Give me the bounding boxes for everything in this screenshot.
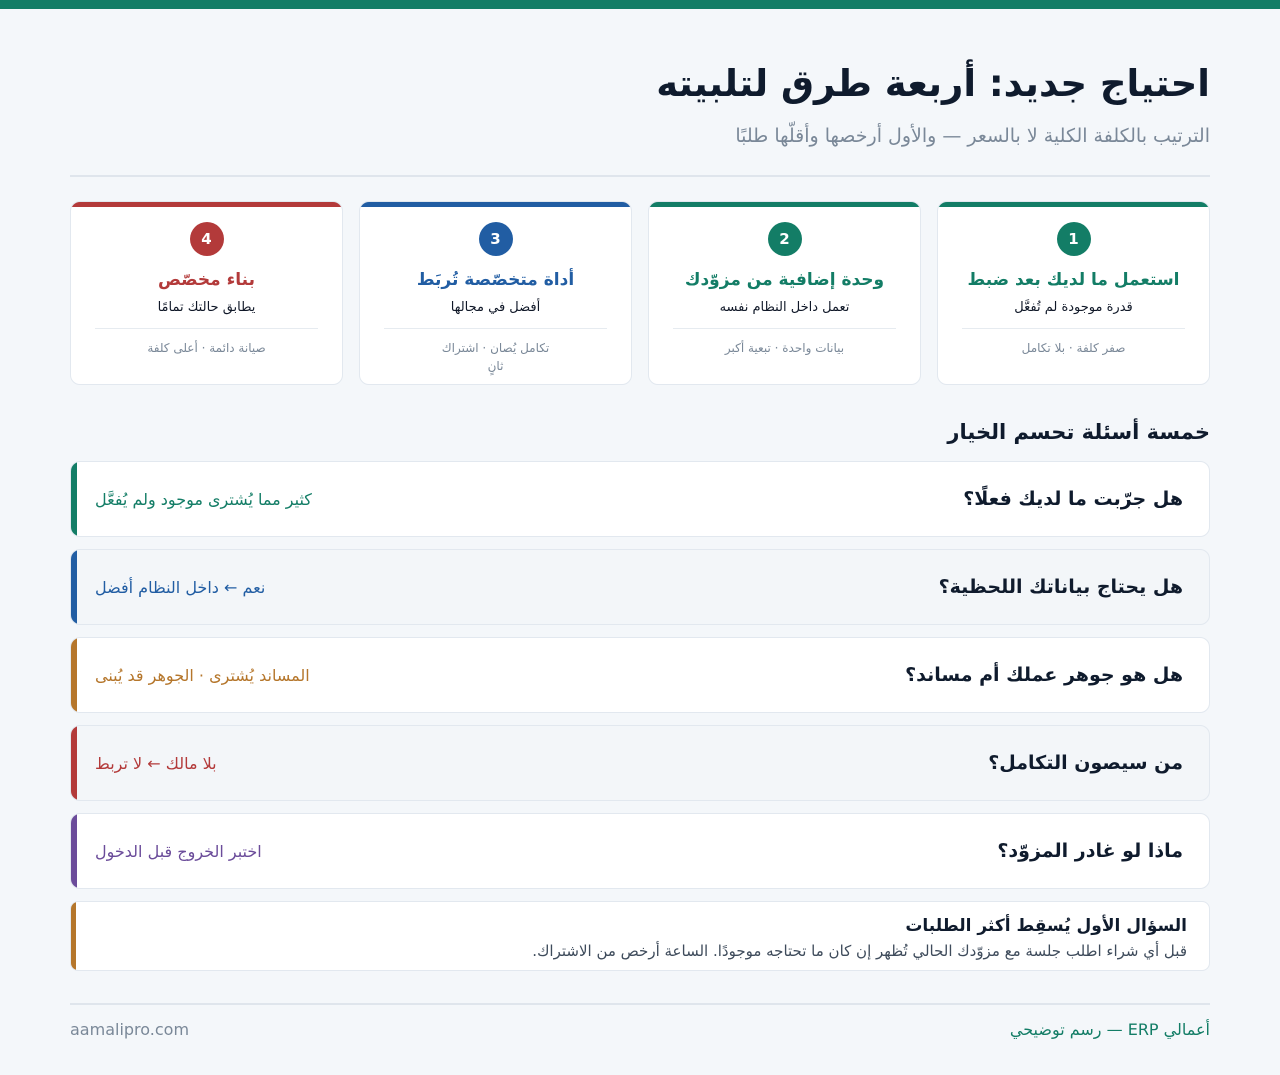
option-tradeoff-note: صفر كلفة · بلا تكامل <box>1021 341 1126 355</box>
header-divider <box>70 175 1210 177</box>
card-accent-bar <box>649 202 920 207</box>
question-row <box>70 725 1210 801</box>
footer-brand: أعمالي ERP — رسم توضيحي <box>1009 1020 1210 1039</box>
question-row <box>70 461 1210 537</box>
question-accent-bar <box>71 814 77 888</box>
question-text: هل جرّبت ما لديك فعلًا؟ <box>963 488 1183 510</box>
option-description: أفضل في مجالها <box>450 300 541 315</box>
card-divider <box>95 328 318 329</box>
option-card <box>70 201 343 385</box>
footer <box>70 1019 1210 1041</box>
card-accent-bar <box>360 202 631 207</box>
question-accent-bar <box>71 462 77 536</box>
question-accent-bar <box>71 638 77 712</box>
footer-site-link[interactable]: aamalipro.com <box>70 1020 190 1039</box>
card-accent-bar <box>71 202 342 207</box>
top-accent-bar <box>0 0 1280 9</box>
option-card <box>937 201 1210 385</box>
page-subtitle: الترتيب بالكلفة الكلية لا بالسعر — والأول أرخصها وأقلّها طلبًا <box>735 125 1210 147</box>
questions-list <box>70 461 1210 889</box>
option-title: أداة متخصّصة تُربَط <box>416 270 575 290</box>
option-tradeoff-note: بيانات واحدة · تبعية أكبر <box>724 341 845 355</box>
option-title: وحدة إضافية من مزوّدك <box>684 270 885 290</box>
callout-body: قبل أي شراء اطلب جلسة مع مزوّدك الحالي تُظهر إن كان ما تحتاجه موجودًا. الساعة أرخص من الاشتراك. <box>532 942 1187 960</box>
question-answer: اختبر الخروج قبل الدخول <box>95 841 262 861</box>
option-description: يطابق حالتك تمامًا <box>157 300 256 315</box>
question-text: ماذا لو غادر المزوّد؟ <box>997 840 1183 862</box>
option-card <box>648 201 921 385</box>
card-accent-bar <box>938 202 1209 207</box>
page-content <box>70 9 1210 1041</box>
question-row <box>70 549 1210 625</box>
question-row <box>70 813 1210 889</box>
option-tradeoff-note: صيانة دائمة · أعلى كلفة <box>147 341 266 355</box>
option-tradeoff-note: تكامل يُصان · اشتراك ثانٍ <box>441 341 550 373</box>
question-accent-bar <box>71 550 77 624</box>
option-description: قدرة موجودة لم تُفعَّل <box>1014 300 1133 315</box>
option-number-badge: 4 <box>190 222 224 256</box>
options-row <box>70 201 1210 385</box>
option-title: بناء مخصّص <box>157 270 256 290</box>
option-number-badge: 3 <box>479 222 513 256</box>
option-title: استعمل ما لديك بعد ضبط <box>967 270 1180 290</box>
option-number-badge: 2 <box>768 222 802 256</box>
footer-divider <box>70 1003 1210 1005</box>
question-accent-bar <box>71 726 77 800</box>
card-divider <box>673 328 896 329</box>
card-divider <box>962 328 1185 329</box>
question-answer: نعم ← داخل النظام أفضل <box>95 577 266 597</box>
question-row <box>70 637 1210 713</box>
option-card <box>359 201 632 385</box>
callout-accent-bar <box>71 902 76 970</box>
callout-title: السؤال الأول يُسقِط أكثر الطلبات <box>905 916 1187 936</box>
question-text: هل هو جوهر عملك أم مساند؟ <box>905 664 1183 686</box>
question-answer: المساند يُشترى · الجوهر قد يُبنى <box>95 665 310 685</box>
key-insight-callout <box>70 901 1210 971</box>
question-text: من سيصون التكامل؟ <box>988 752 1183 774</box>
question-answer: بلا مالك ← لا تربط <box>95 753 217 773</box>
page-title: احتياج جديد: أربعة طرق لتلبيته <box>656 62 1210 105</box>
question-text: هل يحتاج بياناتك اللحظية؟ <box>938 576 1183 598</box>
question-answer: كثير مما يُشترى موجود ولم يُفعَّل <box>95 489 312 509</box>
option-description: تعمل داخل النظام نفسه <box>719 300 850 315</box>
card-divider <box>384 328 607 329</box>
questions-heading: خمسة أسئلة تحسم الخيار <box>947 420 1210 444</box>
option-number-badge: 1 <box>1057 222 1091 256</box>
